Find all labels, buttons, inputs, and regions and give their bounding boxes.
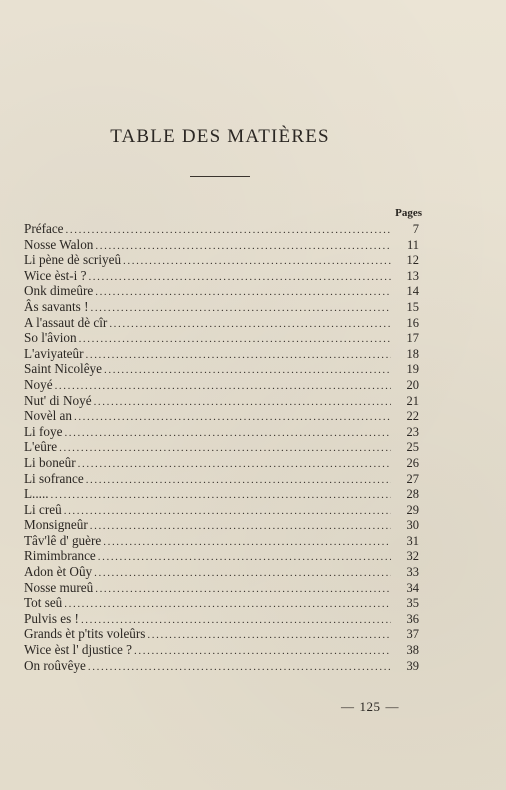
- toc-entry: [24, 626, 419, 642]
- toc-entry-title: Adon èt Oûy: [24, 564, 93, 580]
- toc-leader-dots: [103, 535, 391, 551]
- pages-column-label: Pages: [395, 207, 422, 219]
- toc-entry-page: 32: [406, 549, 419, 564]
- toc-entry: [24, 642, 419, 658]
- toc-entry-page: 38: [406, 643, 419, 658]
- toc-entry: [24, 611, 419, 627]
- toc-entry: [24, 502, 419, 518]
- toc-entry-title: Grands èt p'tits voleûrs: [24, 626, 146, 642]
- page-number: [336, 699, 404, 715]
- toc-leader-dots: [55, 379, 391, 395]
- toc-entry: [24, 486, 419, 502]
- toc-entry-title: Novèl an: [24, 408, 72, 424]
- toc-entry-page: 29: [406, 502, 419, 517]
- toc-entry-page: 25: [406, 440, 419, 455]
- toc-entry-title: Li sofrance: [24, 470, 84, 486]
- toc-entry-title: Li boneûr: [24, 454, 76, 470]
- toc-leader-dots: [109, 317, 391, 333]
- toc-entry-title: Li creû: [24, 501, 62, 517]
- toc-entry-title: Wice èst-i ?: [24, 267, 87, 283]
- toc-entry-page: 15: [406, 299, 419, 314]
- toc-entry: [24, 268, 419, 284]
- toc-entry-title: Saint Nicolêye: [24, 361, 103, 377]
- toc-entry-page: 39: [406, 658, 419, 673]
- toc-entry-title: Onk dimeûre: [24, 283, 94, 299]
- toc-entry: [24, 252, 419, 268]
- toc-entry-title: So l'âvion: [24, 330, 77, 346]
- toc-entry-title: Nosse mureû: [24, 579, 94, 595]
- toc-leader-dots: [66, 223, 391, 239]
- toc-entry: [24, 439, 419, 455]
- toc-entry-page: 22: [406, 409, 419, 424]
- toc-leader-dots: [95, 285, 391, 301]
- toc-entry-page: 13: [406, 268, 419, 283]
- toc-entry: [24, 564, 419, 580]
- toc-entry: [24, 377, 419, 393]
- toc-entry-page: 7: [412, 222, 419, 236]
- toc-entry-page: 33: [406, 565, 419, 580]
- toc-entry-title: Monsigneûr: [24, 517, 88, 533]
- toc-entry: [24, 548, 419, 564]
- toc-leader-dots: [88, 660, 391, 676]
- toc-leader-dots: [74, 410, 391, 426]
- toc-entry-page: 11: [406, 237, 419, 252]
- toc-entry-page: 17: [406, 331, 419, 346]
- toc-entry-page: 37: [406, 627, 419, 642]
- folio-number: 125: [359, 699, 381, 714]
- toc-entry-title: Noyé: [24, 376, 53, 392]
- toc-leader-dots: [104, 363, 391, 379]
- toc-entry-title: Rimimbrance: [24, 548, 96, 564]
- toc-leader-dots: [59, 441, 391, 457]
- toc-leader-dots: [94, 566, 391, 582]
- toc-entry-title: Wice èst l' djustice ?: [24, 642, 133, 658]
- toc-entry-page: 21: [406, 393, 419, 408]
- toc-entry-page: 26: [406, 455, 419, 470]
- toc-entry: [24, 237, 419, 253]
- toc-entry-title: A l'assaut dè cîr: [24, 314, 108, 330]
- toc-entry-title: On roûvêye: [24, 657, 86, 673]
- toc-leader-dots: [88, 270, 391, 286]
- toc-leader-dots: [64, 426, 391, 442]
- toc-entry-title: Tot seû: [24, 595, 63, 611]
- toc-leader-dots: [90, 519, 391, 535]
- toc-entry-title: L'aviyateûr: [24, 345, 84, 361]
- toc-entry-title: L.....: [24, 486, 49, 502]
- toc-entry-page: 14: [406, 284, 419, 299]
- toc-leader-dots: [90, 301, 391, 317]
- toc-entry-page: 31: [406, 533, 419, 548]
- toc-entry-page: 16: [406, 315, 419, 330]
- toc-entry: [24, 517, 419, 533]
- toc-entry-title: Li foye: [24, 423, 63, 439]
- toc-entry: [24, 408, 419, 424]
- toc-entry: [24, 221, 419, 237]
- toc-entry-page: 28: [406, 487, 419, 502]
- toc-leader-dots: [95, 582, 391, 598]
- toc-entry: [24, 393, 419, 409]
- toc-entry-page: 35: [406, 596, 419, 611]
- toc-entry-page: 19: [406, 362, 419, 377]
- toc-leader-dots: [86, 473, 391, 489]
- toc-entry: [24, 471, 419, 487]
- toc-entry-page: 30: [406, 518, 419, 533]
- toc-entry-page: 23: [406, 424, 419, 439]
- toc-entry: [24, 299, 419, 315]
- toc-leader-dots: [64, 504, 391, 520]
- toc-entry: [24, 283, 419, 299]
- toc-leader-dots: [79, 332, 391, 348]
- toc-entry: [24, 424, 419, 440]
- toc-entry: [24, 533, 419, 549]
- toc-entry-title: Préface: [24, 221, 64, 236]
- toc-entry-page: 18: [406, 346, 419, 361]
- toc-entry-title: L'eûre: [24, 439, 58, 455]
- toc-entry-page: 20: [406, 377, 419, 392]
- toc-leader-dots: [86, 348, 392, 364]
- toc-leader-dots: [64, 597, 391, 613]
- toc-leader-dots: [134, 644, 391, 660]
- toc-leader-dots: [51, 488, 391, 504]
- toc-entry-page: 12: [406, 253, 419, 268]
- toc-entry-title: Li pène dè scriyeû: [24, 252, 122, 268]
- title-divider: [190, 176, 250, 177]
- toc-entry: [24, 361, 419, 377]
- folio-dash-left: —: [341, 699, 355, 714]
- toc-entry: [24, 346, 419, 362]
- toc-entry-page: 27: [406, 471, 419, 486]
- toc-entry: [24, 595, 419, 611]
- toc-entry-title: Âs savants !: [24, 298, 89, 314]
- toc-entry: [24, 315, 419, 331]
- toc-leader-dots: [78, 457, 391, 473]
- toc-entry: [24, 658, 419, 674]
- page-title: TABLE DES MATIÈRES: [110, 126, 330, 147]
- toc-entry-title: Nut' di Noyé: [24, 392, 92, 408]
- toc-entry: [24, 330, 419, 346]
- table-of-contents: [24, 221, 419, 673]
- toc-leader-dots: [147, 628, 391, 644]
- toc-leader-dots: [98, 550, 391, 566]
- toc-entry-title: Tâv'lê d' guère: [24, 532, 102, 548]
- toc-leader-dots: [94, 395, 391, 411]
- toc-entry: [24, 455, 419, 471]
- toc-leader-dots: [95, 239, 391, 255]
- toc-entry-title: Pulvis es !: [24, 610, 79, 626]
- toc-entry-page: 34: [406, 580, 419, 595]
- toc-entry: [24, 580, 419, 596]
- toc-entry-page: 36: [406, 611, 419, 626]
- folio-dash-right: —: [385, 699, 399, 714]
- toc-entry-title: Nosse Walon: [24, 236, 94, 252]
- toc-leader-dots: [123, 254, 391, 270]
